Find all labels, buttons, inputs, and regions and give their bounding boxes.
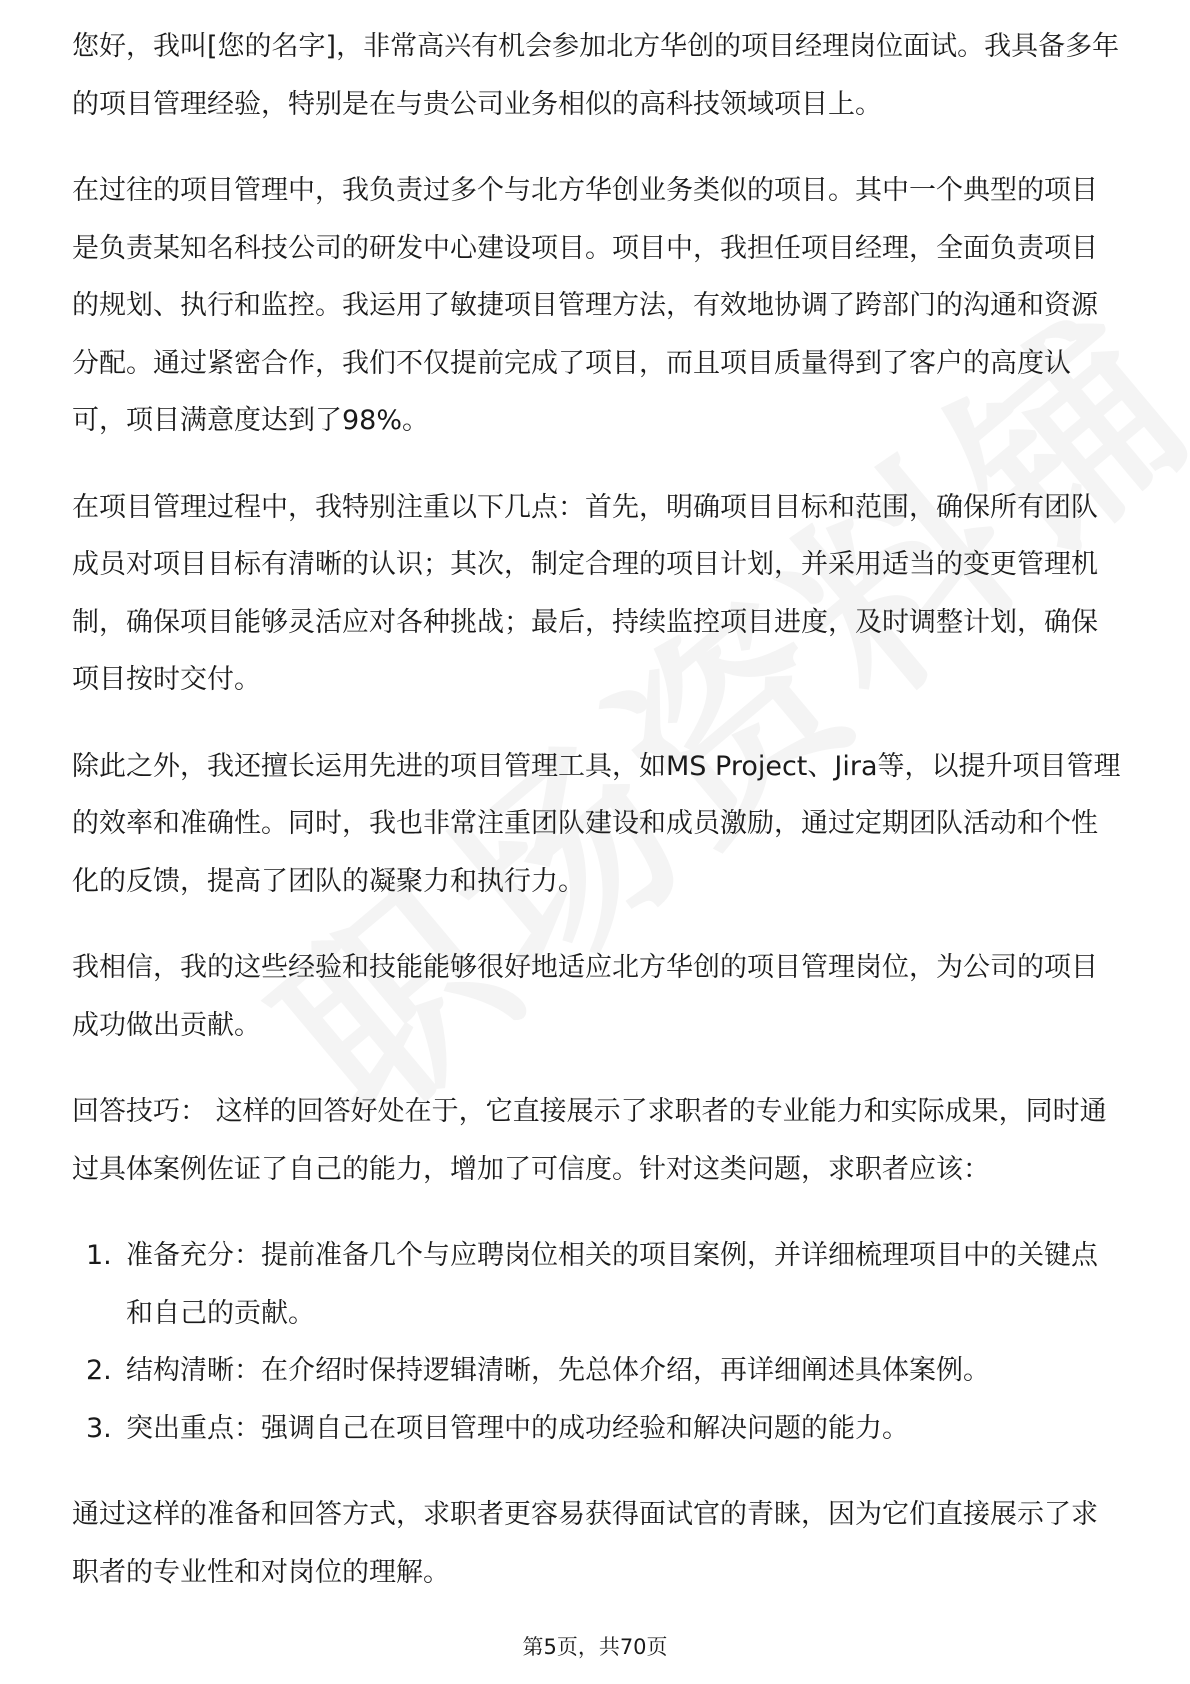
tips-list xyxy=(72,1227,1122,1457)
paragraph-conclusion: 我相信，我的这些经验和技能能够很好地适应北方华创的项目管理岗位，为公司的项目成功做出贡献。 xyxy=(72,952,1098,1041)
list-item xyxy=(72,1342,1122,1400)
list-number: 3. xyxy=(86,1412,112,1444)
page-footer: 第5页，共70页 xyxy=(522,1635,668,1659)
list-item-text: 突出重点：强调自己在项目管理中的成功经验和解决问题的能力。 xyxy=(126,1412,909,1444)
list-item-text: 准备充分：提前准备几个与应聘岗位相关的项目案例，并详细梳理项目中的关键点和自己的贡献。 xyxy=(126,1240,1098,1329)
document-body xyxy=(72,18,1122,1630)
paragraph-closing: 通过这样的准备和回答方式，求职者更容易获得面试官的青睐，因为它们直接展示了求职者的专业性和对岗位的理解。 xyxy=(72,1499,1098,1588)
paragraph-experience: 在过往的项目管理中，我负责过多个与北方华创业务类似的项目。其中一个典型的项目是负责某知名科技公司的研发中心建设项目。项目中，我担任项目经理，全面负责项目的规划、执行和监控。我运用了敏捷项目管理方法，有效地协调了跨部门的沟通和资源分配。通过紧密合作，我们不仅提前完成了项目，而且项目质量得到了客户的高度认可，项目满意度达到了98%。 xyxy=(72,175,1098,436)
paragraph-answer-tips: 回答技巧： 这样的回答好处在于，它直接展示了求职者的专业能力和实际成果，同时通过具体案例佐证了自己的能力，增加了可信度。针对这类问题，求职者应该： xyxy=(72,1096,1107,1185)
list-number: 2. xyxy=(86,1355,112,1386)
list-number: 1. xyxy=(86,1240,112,1271)
paragraph-intro: 您好，我叫[您的名字]，非常高兴有机会参加北方华创的项目经理岗位面试。我具备多年的项目管理经验，特别是在与贵公司业务相似的高科技领域项目上。 xyxy=(72,31,1120,120)
list-item xyxy=(72,1227,1122,1342)
paragraph-tools: 除此之外，我还擅长运用先进的项目管理工具，如MS Project、Jira等，以提升项目管理的效率和准确性。同时，我也非常注重团队建设和成员激励，通过定期团队活动和个性化的反馈，提高了团队的凝聚力和执行力。 xyxy=(72,750,1121,897)
list-item-text: 结构清晰：在介绍时保持逻辑清晰，先总体介绍，再详细阐述具体案例。 xyxy=(126,1355,990,1386)
paragraph-focus-points: 在项目管理过程中，我特别注重以下几点：首先，明确项目目标和范围，确保所有团队成员对项目目标有清晰的认识；其次，制定合理的项目计划，并采用适当的变更管理机制，确保项目能够灵活应对各种挑战；最后，持续监控项目进度，及时调整计划，确保项目按时交付。 xyxy=(72,491,1098,695)
list-item xyxy=(72,1400,1122,1458)
